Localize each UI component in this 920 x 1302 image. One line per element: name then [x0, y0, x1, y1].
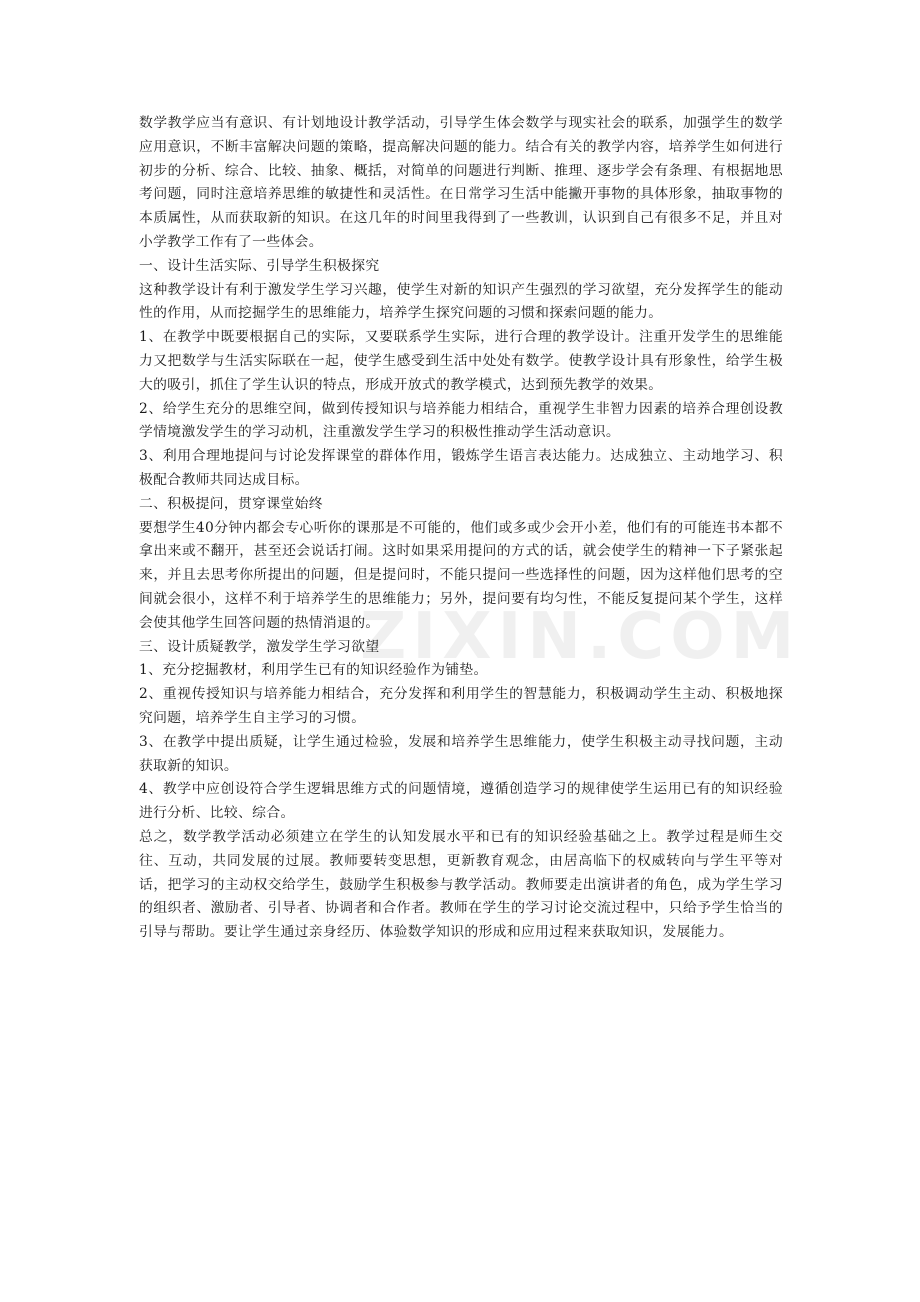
section-3-item-1: 1、充分挖掘教材，利用学生已有的知识经验作为铺垫。: [139, 662, 488, 679]
section-3-item-4: 4、教学中应创设符合学生逻辑思维方式的问题情境，遵循创造学习的规律使学生运用已有的知识经验进行分析、比较、综合。: [139, 781, 783, 822]
document-body: [139, 112, 783, 945]
section-2-paragraph: 要想学生40分钟内都会专心听你的课那是不可能的，他们或多或少会开小差，他们有的可能连书本都不拿出来或不翻开，甚至还会说话打闹。这时如果采用提问的方式的话，就会使学生的精神一下子紧张起来，并且去思考你所提出的问题，但是提问时，不能只提问一些选择性的问题，因为这样他们思考的空间就会很小，这样不利于培养学生的思维能力；另外，提问要有均匀性，不能反复提问某个学生，这样会使其他学生回答问题的热情消退的。: [139, 519, 783, 631]
section-3-item-3: 3、在教学中提出质疑，让学生通过检验，发展和培养学生思维能力，使学生积极主动寻找问题，主动获取新的知识。: [139, 733, 783, 774]
section-1-item-1: 1、在教学中既要根据自己的实际，又要联系学生实际，进行合理的教学设计。注重开发学生的思维能力又把数学与生活实际联在一起，使学生感受到生活中处处有数学。使教学设计具有形象性，给学生极大的吸引，抓住了学生认识的特点，形成开放式的教学模式，达到预先教学的效果。: [139, 329, 783, 393]
section-1-item-2: 2、给学生充分的思维空间，做到传授知识与培养能力相结合，重视学生非智力因素的培养合理创设教学情境激发学生的学习动机，注重激发学生学习的积极性推动学生活动意识。: [139, 400, 783, 441]
section-heading-3: 三、设计质疑教学，激发学生学习欲望: [139, 638, 380, 655]
section-1-item-3: 3、利用合理地提问与讨论发挥课堂的群体作用，锻炼学生语言表达能力。达成独立、主动地学习、积极配合教师共同达成目标。: [139, 448, 783, 488]
section-heading-1: 一、设计生活实际、引导学生积极探究: [139, 257, 380, 274]
section-heading-2: 二、积极提问，贯穿课堂始终: [139, 495, 323, 512]
conclusion-paragraph: 总之，数学教学活动必须建立在学生的认知发展水平和已有的知识经验基础之上。教学过程是师生交往、互动，共同发展的过展。教师要转变思想，更新教育观念，由居高临下的权威转向与学生平等对话，把学习的主动权交给学生，鼓励学生积极参与教学活动。教师要走出演讲者的角色，成为学生学习的组织者、激励者、引导者、协调者和合作者。教师在学生的学习讨论交流过程中，只给予学生恰当的引导与帮助。要让学生通过亲身经历、体验数学知识的形成和应用过程来获取知识，发展能力。: [139, 828, 783, 941]
section-3-item-2: 2、重视传授知识与培养能力相结合，充分发挥和利用学生的智慧能力，积极调动学生主动、积极地探究问题，培养学生自主学习的习惯。: [139, 686, 783, 726]
watermark: ZIXIN.COM: [360, 600, 801, 674]
intro-paragraph: 数学教学应当有意识、有计划地设计教学活动，引导学生体会数学与现实社会的联系，加强学生的数学应用意识，不断丰富解决问题的策略，提高解决问题的能力。结合有关的教学内容，培养学生如何进行初步的分析、综合、比较、抽象、概括，对简单的问题进行判断、推理、逐步学会有条理、有根据地思考问题，同时注意培养思维的敏捷性和灵活性。在日常学习生活中能撇开事物的具体形象，抽取事物的本质属性，从而获取新的知识。在这几年的时间里我得到了一些教训，认识到自己有很多不足，并且对小学教学工作有了一些体会。: [139, 115, 783, 250]
section-1-paragraph: 这种教学设计有利于激发学生学习兴趣，使学生对新的知识产生强烈的学习欲望，充分发挥学生的能动性的作用，从而挖掘学生的思维能力，培养学生探究问题的习惯和探索问题的能力。: [139, 281, 783, 322]
